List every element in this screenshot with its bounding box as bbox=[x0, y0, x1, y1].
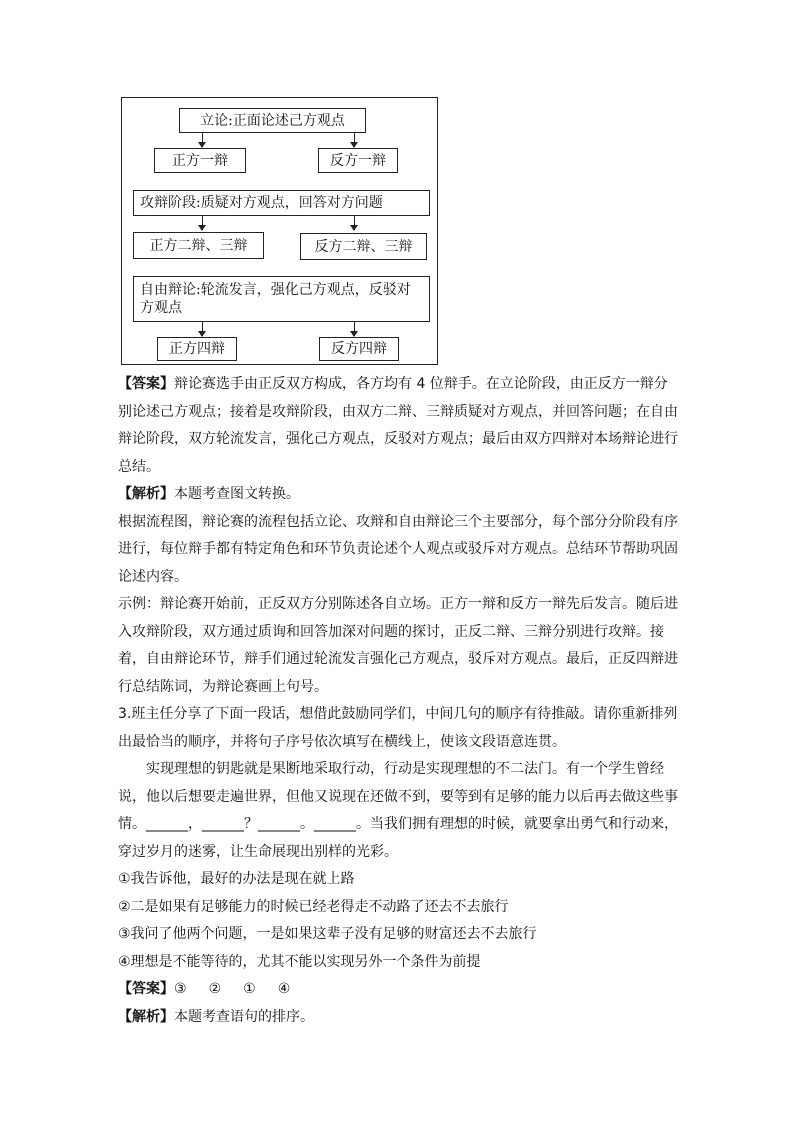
answer-item: ④ bbox=[277, 981, 291, 997]
flow-arrow bbox=[202, 133, 203, 147]
flow-node-con-first: 反方一辩 bbox=[318, 148, 398, 173]
flow-node-cross-exam: 攻辩阶段:质疑对方观点，回答对方问题 bbox=[133, 190, 430, 216]
flow-node-opening: 立论:正面论述己方观点 bbox=[179, 108, 366, 133]
q2-section bbox=[118, 371, 678, 1031]
flow-node-pro-second-third: 正方二辩、三辩 bbox=[133, 232, 264, 259]
q3-option-2: ②二是如果有足够能力的时候已经老得走不动路了还去不去旅行 bbox=[118, 898, 509, 915]
q3-analysis bbox=[118, 1004, 678, 1032]
flow-arrow bbox=[354, 322, 355, 336]
flowchart bbox=[121, 97, 438, 365]
q2-para-1: 根据流程图，辩论赛的流程包括立论、攻辩和自由辩论三个主要部分，每个部分分阶段有序进行，每位辩手都有特定角色和环节负责论述个人观点或驳斥对方观点。总结环节帮助巩固论述内容。 bbox=[118, 513, 678, 585]
flow-arrow bbox=[354, 133, 355, 147]
answer-item: ① bbox=[243, 981, 256, 997]
flow-arrow bbox=[354, 216, 355, 230]
answer-text: 辩论赛选手由正反双方构成，各方均有 4 位辩手。在立论阶段，由正反方一辩分别论述己方观点；接着是攻辩阶段，由双方二辩、三辩质疑对方观点，并回答问题；在自由辩论阶段，双方轮流发言，强化己方观点，反驳对方观点；最后由双方四辩对本场辩论进行总结。 bbox=[118, 376, 678, 475]
flow-node-free-debate: 自由辩论:轮流发言，强化己方观点，反驳对方观点 bbox=[133, 276, 430, 322]
flow-node-pro-first: 正方一辩 bbox=[154, 148, 246, 173]
answer-label: 【答案】 bbox=[118, 376, 174, 392]
q3-option-1: ①我告诉他，最好的办法是现在就上路 bbox=[118, 871, 355, 887]
analysis-label: 【解析】 bbox=[118, 1008, 174, 1025]
analysis-text: 本题考查语句的排序。 bbox=[174, 1008, 314, 1025]
analysis-text: 本题考查图文转换。 bbox=[174, 486, 300, 502]
q2-answer bbox=[118, 371, 678, 481]
analysis-label: 【解析】 bbox=[118, 486, 174, 502]
flow-node-con-second-third: 反方二辩、三辩 bbox=[300, 233, 427, 260]
q2-analysis bbox=[118, 481, 678, 509]
flow-node-pro-fourth: 正方四辩 bbox=[157, 337, 237, 361]
answer-item: ③ bbox=[174, 981, 187, 997]
q3-option-3: ③我问了他两个问题，一是如果这辈子没有足够的财富还去不去旅行 bbox=[118, 926, 537, 942]
q3-passage: 实现理想的钥匙就是果断地采取行动，行动是实现理想的不二法门。有一个学生曾经说，他以后想要走遍世界，但他又说现在还做不到，要等到有足够的能力以后再去做这些事情。______，______？______。______。当我们拥有理想的时候，就要拿出勇气和行动来，穿过岁月的迷雾，让生命展现出别样的光彩。 bbox=[118, 761, 678, 860]
q3-question: 3.班主任分享了下面一段话，想借此鼓励同学们，中间几句的顺序有待推敲。请你重新排列出最恰当的顺序，并将句子序号依次填写在横线上，使该文段语意连贯。 bbox=[118, 706, 678, 750]
flow-node-con-fourth: 反方四辩 bbox=[319, 337, 399, 361]
q3-option-4: ④理想是不能等待的，尤其不能以实现另外一个条件为前提 bbox=[118, 953, 481, 970]
flow-arrow bbox=[202, 216, 203, 230]
q3-answer bbox=[118, 976, 678, 1004]
answer-item: ② bbox=[208, 981, 222, 997]
answer-label: 【答案】 bbox=[118, 981, 174, 997]
q2-para-2: 示例：辩论赛开始前，正反双方分别陈述各自立场。正方一辩和反方一辩先后发言。随后进入攻辩阶段，双方通过质询和回答加深对问题的探讨，正反二辩、三辩分别进行攻辩。接着，自由辩论环节，辩手们通过轮流发言强化己方观点，驳斥对方观点。最后，正反四辩进行总结陈词，为辩论赛画上句号。 bbox=[118, 596, 678, 695]
flow-arrow bbox=[202, 322, 203, 336]
